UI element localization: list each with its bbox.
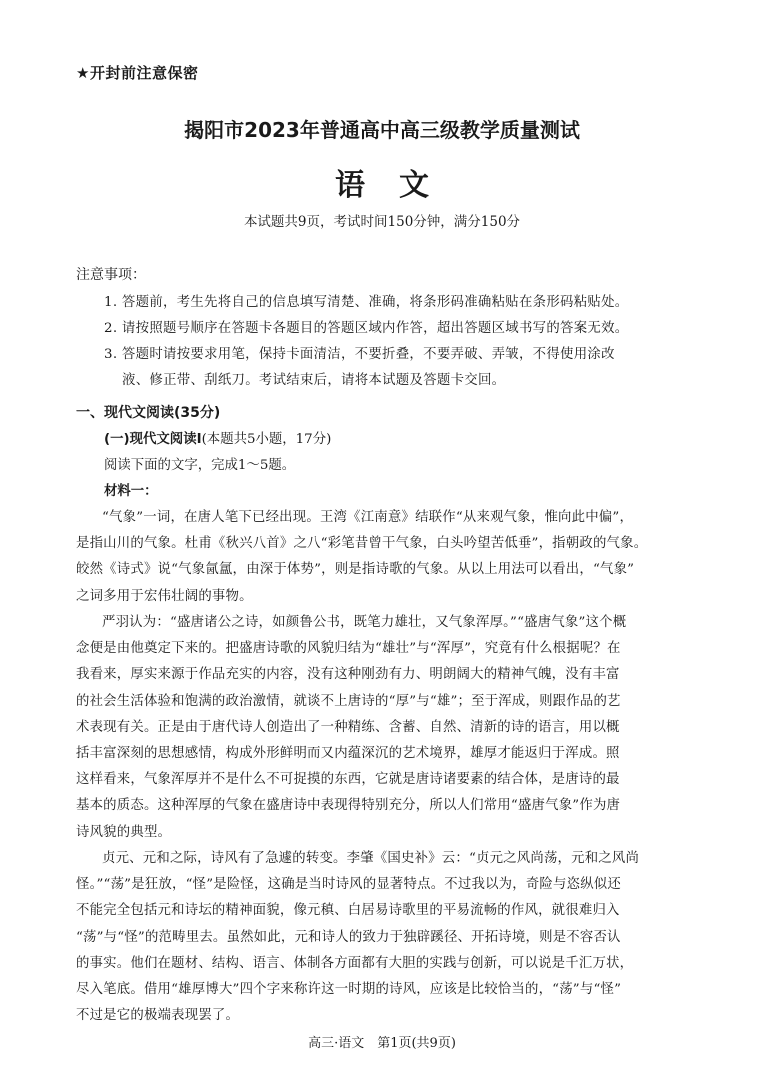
- passage-line: 是指山川的气象。杜甫《秋兴八首》之八“彩笔昔曾干气象，白头吟望苦低垂”，指朝政的气象。: [76, 536, 648, 552]
- passage-line: 的社会生活体验和饱满的政治激情，就谈不上唐诗的“厚”与“雄”；至于浑成，则跟作品的艺: [76, 693, 621, 709]
- passage-line: 我看来，厚实来源于作品充实的内容，没有这种刚劲有力、明朗阔大的精神气魄，没有丰富: [76, 667, 620, 683]
- passage-line: 括丰富深刻的思想感情，构成外形鲜明而又内蕴深沉的艺术境界，雄厚才能返归于浑成。照: [76, 746, 620, 762]
- passage-line: 之词多用于宏伟壮阔的事物。: [76, 588, 253, 604]
- passage-line: 贞元、元和之际，诗风有了急遽的转变。李肇《国史补》云：“贞元之风尚荡，元和之风尚: [102, 851, 640, 866]
- subsection-detail: (本题共5小题，17分): [201, 432, 332, 447]
- passage-paragraph-2: [76, 610, 694, 846]
- passage-line: “气象”一词，在唐人笔下已经出现。王湾《江南意》结联作“从来观气象，惟向此中偏”，: [102, 510, 634, 525]
- notice-heading: 注意事项：: [76, 267, 146, 283]
- notice-item: 1. 答题前，考生先将自己的信息填写清楚、准确，将条形码准确粘贴在条形码粘贴处。: [104, 295, 629, 310]
- passage-line: 皎然《诗式》说“气象氤氲，由深于体势”，则是指诗歌的气象。从以上用法可以看出，“气象”: [76, 562, 635, 578]
- page-footer: 高三·语文 第1页(共9页): [308, 1036, 456, 1051]
- passage-line: 尽入笔底。借用“雄厚博大”四个字来称许这一时期的诗风，应该是比较恰当的，“荡”与“怪”: [76, 982, 622, 998]
- passage-line: 念便是由他奠定下来的。把盛唐诗歌的风貌归结为“雄壮”与“浑厚”，究竟有什么根据呢？在: [76, 641, 621, 657]
- passage-line: 这样看来，气象浑厚并不是什么不可捉摸的东西，它就是唐诗诸要素的结合体，是唐诗的最: [76, 772, 620, 788]
- passage-line: 的事实。他们在题材、结构、语言、体制各方面都有大胆的实践与创新，可以说是千汇万状，: [76, 955, 634, 971]
- passage-line: 诗风貌的典型。: [76, 824, 172, 840]
- subsection-label: (一)现代文阅读Ⅰ: [104, 432, 202, 447]
- notice-item: 3. 答题时请按要求用笔，保持卡面清洁，不要折叠，不要弄破、弄皱，不得使用涂改: [104, 347, 615, 362]
- subject-title: 语文: [335, 168, 463, 203]
- passage-line: 怪。”“荡”是狂放，“怪”是险怪，这确是当时诗风的显著特点。不过我以为，奇险与恣纵似还: [76, 877, 621, 893]
- exam-title: 揭阳市2023年普通高中高三级教学质量测试: [184, 118, 580, 142]
- passage-line: “荡”与“怪”的范畴里去。虽然如此，元和诗人的致力于独辟蹊径、开拓诗境，则是不容否认: [76, 929, 621, 945]
- passage-line: 术表现有关。正是由于唐代诗人创造出了一种精练、含蓄、自然、清新的诗的语言，用以概: [76, 719, 620, 735]
- passage-paragraph-1: [76, 505, 694, 610]
- passage-line: 基本的质态。这种浑厚的气象在盛唐诗中表现得特别充分，所以人们常用“盛唐气象”作为唐: [76, 798, 621, 814]
- material-label: 材料一：: [104, 484, 158, 499]
- notice-list: [104, 290, 694, 394]
- confidential-notice: ★开封前注意保密: [76, 64, 199, 82]
- notice-item: 2. 请按照题号顺序在答题卡各题目的答题区域内作答，超出答题区域书写的答案无效。: [104, 321, 629, 336]
- subsection-title: [104, 428, 331, 447]
- passage-paragraph-3: [76, 846, 694, 1029]
- passage-line: 不能完全包括元和诗坛的精神面貌，像元稹、白居易诗歌里的平易流畅的作风，就很难归入: [76, 903, 620, 919]
- passage-line: 不过是它的极端表现罢了。: [76, 1008, 240, 1024]
- exam-info: 本试题共9页，考试时间150分钟，满分150分: [243, 214, 521, 230]
- reading-instruction: 阅读下面的文字，完成1～5题。: [104, 458, 296, 473]
- section-title: 一、现代文阅读(35分): [76, 405, 221, 421]
- notice-item-continued: 液、修正带、刮纸刀。考试结束后，请将本试题及答题卡交回。: [122, 373, 506, 388]
- passage-line: 严羽认为：“盛唐诸公之诗，如颜鲁公书，既笔力雄壮，又气象浑厚。”“盛唐气象”这个概: [102, 615, 627, 630]
